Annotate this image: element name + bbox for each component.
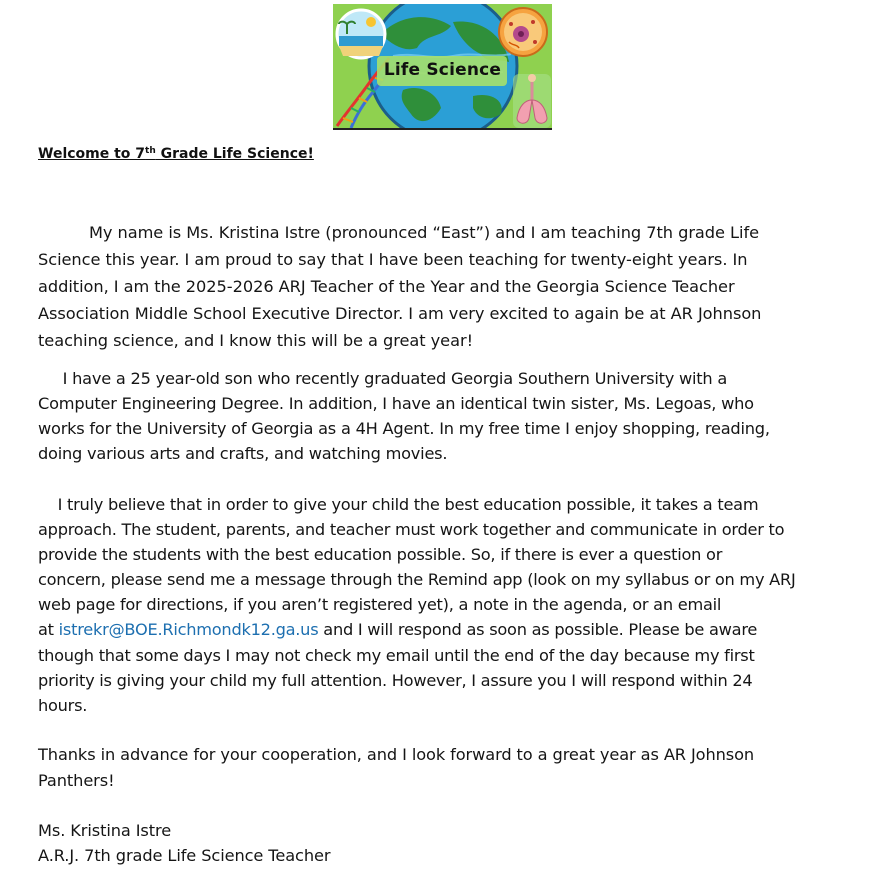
paragraph-line: addition, I am the 2025-2026 ARJ Teacher of the Year and the Georgia Science Teacher [38,277,735,296]
signature-title: A.R.J. 7th grade Life Science Teacher [38,846,331,865]
paragraph-line: Computer Engineering Degree. In addition, I have an identical twin sister, Ms. Legoas, who [38,394,754,413]
paragraph-indent [38,223,89,242]
heading-suffix: Grade Life Science! [155,146,314,162]
paragraph-line: I have a 25 year-old son who recently graduated Georgia Southern University with a [38,369,728,388]
paragraph-line [38,219,838,246]
heading-superscript: th [145,146,156,156]
signature-name: Ms. Kristina Istre [38,821,172,840]
paragraph-line: Thanks in advance for your cooperation, and I look forward to a great year as AR Johnson [38,745,755,764]
banner-title: Life Science [383,60,502,80]
paragraph-line: teaching science, and I know this will be a great year! [38,331,474,350]
paragraph-line: priority is giving your child my full attention. However, I assure you I will respond within 24 [38,670,753,690]
lungs-icon [513,74,551,128]
beach-scene-icon [337,10,385,58]
paragraph-line-text: and I will respond as soon as possible. Please be aware [318,620,758,640]
paragraph-line: hours. [38,695,88,715]
paragraph-line: approach. The student, parents, and teacher must work together and communicate in order to [38,520,785,540]
communication-paragraph [38,492,838,718]
paragraph-line [38,617,838,642]
paragraph-line: doing various arts and crafts, and watching movies. [38,444,448,463]
heading-prefix: Welcome to 7 [38,146,146,162]
page-heading [38,146,314,162]
paragraph-line: Panthers! [38,771,115,790]
family-paragraph [38,366,838,466]
paragraph-line: I truly believe that in order to give your child the best education possible, it takes a team [38,495,759,514]
paragraph-line: concern, please send me a message through the Remind app (look on my syllabus or on my ARJ [38,570,796,590]
animal-cell-icon [499,8,547,56]
intro-paragraph [38,219,838,354]
paragraph-line-text: at [38,620,59,640]
paragraph-line-text: My name is Ms. Kristina Istre (pronounced “East”) and I am teaching 7th grade Life [88,223,759,242]
paragraph-line: works for the University of Georgia as a 4H Agent. In my free time I enjoy shopping, reading, [38,419,770,438]
paragraph-line: Science this year. I am proud to say that I have been teaching for twenty-eight years. In [38,250,748,269]
life-science-banner [333,4,552,130]
email-link[interactable]: istrekr@BOE.Richmondk12.ga.us [58,620,319,640]
paragraph-line: though that some days I may not check my email until the end of the day because my first [38,645,755,665]
paragraph-line: Association Middle School Executive Director. I am very excited to again be at AR Johnson [38,304,762,323]
closing-paragraph [38,742,838,794]
paragraph-line: web page for directions, if you aren’t registered yet), a note in the agenda, or an email [38,595,722,615]
paragraph-line: provide the students with the best education possible. So, if there is ever a question or [38,545,723,565]
